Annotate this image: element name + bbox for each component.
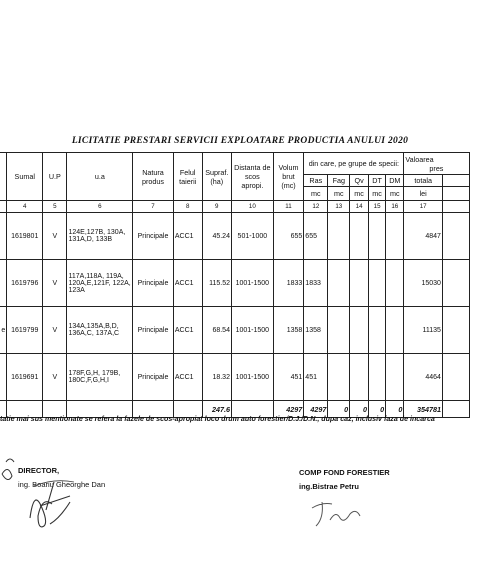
cell-extra — [442, 307, 469, 354]
cell-extra — [442, 260, 469, 307]
cell-dm — [386, 354, 404, 401]
col-number: 12 — [304, 201, 328, 213]
cell-dt — [369, 307, 386, 354]
cell-supraf: 115.52 — [202, 260, 231, 307]
cell-fag — [328, 213, 350, 260]
cell-natura: Principale — [133, 213, 174, 260]
header-unit-qv: mc — [350, 187, 369, 201]
cell-felul: ACC1 — [173, 213, 202, 260]
col-number: 10 — [231, 201, 273, 213]
col-number: 4 — [7, 201, 43, 213]
cell-felul: ACC1 — [173, 307, 202, 354]
table-row — [0, 213, 470, 260]
col-number: 6 — [67, 201, 133, 213]
document-title: LICITATIE PRESTARI SERVICII EXPLOATARE PRODUCTIA ANULUI 2020 — [71, 136, 409, 146]
bid-table — [0, 152, 470, 418]
total-fag: 0 — [328, 401, 350, 418]
cell-fag — [328, 307, 350, 354]
col-number-extra — [442, 201, 469, 213]
cell-felul: ACC1 — [173, 354, 202, 401]
cell-sumal: 1619801 — [7, 213, 43, 260]
header-up: U.P — [43, 153, 67, 201]
table-row — [0, 354, 470, 401]
col-number: 15 — [369, 201, 386, 213]
total-dt: 0 — [369, 401, 386, 418]
header-pres-label: pres — [429, 163, 444, 173]
cell-fag — [328, 354, 350, 401]
cell-supraf: 18.32 — [202, 354, 231, 401]
cell-valoare: 11135 — [404, 307, 443, 354]
header-species-dt: DT — [369, 175, 386, 187]
cell-up: V — [43, 213, 67, 260]
cell-distanta: 1001-1500 — [231, 354, 273, 401]
cell-ua: 117A,118A, 119A, 120A,E,121F, 122A, 123A — [67, 260, 133, 307]
cell-qv — [350, 307, 369, 354]
header-extra — [442, 175, 469, 187]
cell-valoare: 15030 — [404, 260, 443, 307]
cell-dm — [386, 307, 404, 354]
header-species-fag: Fag — [328, 175, 350, 187]
cell-qv — [350, 213, 369, 260]
table-row — [0, 260, 470, 307]
cell-dm — [386, 213, 404, 260]
col-number: 16 — [386, 201, 404, 213]
compartment-role: COMP FOND FORESTIER — [299, 468, 390, 477]
cell-volum: 1358 — [273, 307, 304, 354]
header-unit-lei: lei — [404, 187, 443, 201]
cell-supraf: 68.54 — [202, 307, 231, 354]
cell-qv — [350, 354, 369, 401]
row-lead — [0, 260, 7, 307]
header-totala: totala — [404, 175, 443, 187]
cell-natura: Principale — [133, 307, 174, 354]
header-volum: Volum brut (mc) — [273, 153, 304, 201]
header-species-dm: DM — [386, 175, 404, 187]
col-number: 11 — [273, 201, 304, 213]
cell-dm — [386, 260, 404, 307]
footnote: tatie mai sus mentionate se refera la fazele de scos-apropiat loco drum auto forestier/D.J./D.N., dupa caz, inclusiv faza de incarca — [0, 415, 435, 423]
total-valoare: 354781 — [404, 401, 443, 418]
col-number: 17 — [404, 201, 443, 213]
cell-felul: ACC1 — [173, 260, 202, 307]
cell-extra — [442, 354, 469, 401]
header-species-ras: Ras — [304, 175, 328, 187]
row-lead: e — [0, 307, 7, 354]
header-distanta: Distanta de scos apropi. — [231, 153, 273, 201]
col-number: 5 — [43, 201, 67, 213]
cell-up: V — [43, 354, 67, 401]
header-valoarea — [404, 153, 470, 175]
director-role: DIRECTOR, — [18, 466, 60, 475]
header-ua: u.a — [67, 153, 133, 201]
header-lead-cell — [0, 153, 7, 201]
col-number: 13 — [328, 201, 350, 213]
cell-natura: Principale — [133, 260, 174, 307]
cell-distanta: 1001-1500 — [231, 307, 273, 354]
row-lead — [0, 354, 7, 401]
compartment-signature — [310, 494, 400, 534]
cell-dt — [369, 260, 386, 307]
cell-ras: 451 — [304, 354, 328, 401]
col-number: 7 — [133, 201, 174, 213]
cell-ras: 1833 — [304, 260, 328, 307]
col-number-lead — [0, 201, 7, 213]
header-felul: Felul taierii — [173, 153, 202, 201]
cell-sumal: 1619691 — [7, 354, 43, 401]
header-unit-fag: mc — [328, 187, 350, 201]
total-qv: 0 — [350, 401, 369, 418]
cell-ua: 178F,G,H, 179B, 180C,F,G,H,I — [67, 354, 133, 401]
header-valoarea-label: Valoarea — [405, 154, 434, 164]
cell-volum: 1833 — [273, 260, 304, 307]
cell-volum: 655 — [273, 213, 304, 260]
header-unit-ras: mc — [304, 187, 328, 201]
cell-qv — [350, 260, 369, 307]
header-din-care: din care, pe grupe de specii: — [304, 153, 404, 175]
cell-ras: 1358 — [304, 307, 328, 354]
header-natura: Natura produs — [133, 153, 174, 201]
cell-supraf: 45.24 — [202, 213, 231, 260]
cell-dt — [369, 213, 386, 260]
cell-dt — [369, 354, 386, 401]
header-species-qv: Qv — [350, 175, 369, 187]
cell-valoare: 4847 — [404, 213, 443, 260]
col-number: 8 — [173, 201, 202, 213]
total-dm: 0 — [386, 401, 404, 418]
cell-sumal: 1619796 — [7, 260, 43, 307]
col-number: 14 — [350, 201, 369, 213]
table-row — [0, 307, 470, 354]
total-ras: 4297 — [304, 401, 328, 418]
compartment-name: ing.Bistrae Petru — [299, 482, 360, 491]
cell-natura: Principale — [133, 354, 174, 401]
cell-volum: 451 — [273, 354, 304, 401]
header-unit-extra — [442, 187, 469, 201]
cell-distanta: 501-1000 — [231, 213, 273, 260]
cell-up: V — [43, 260, 67, 307]
cell-up: V — [43, 307, 67, 354]
cell-distanta: 1001-1500 — [231, 260, 273, 307]
total-supraf: 247.6 — [202, 401, 231, 418]
cell-ua: 134A,135A,B,D, 136A,C, 137A,C — [67, 307, 133, 354]
cell-extra — [442, 213, 469, 260]
director-name: ing. Boariu Gheorghe Dan — [18, 480, 106, 489]
header-sumal: Sumal — [7, 153, 43, 201]
header-unit-dm: mc — [386, 187, 404, 201]
header-supraf: Supraf. (ha) — [202, 153, 231, 201]
col-number: 9 — [202, 201, 231, 213]
cell-ua: 124E,127B, 130A, 131A,D, 133B — [67, 213, 133, 260]
header-unit-dt: mc — [369, 187, 386, 201]
director-signature — [0, 458, 90, 534]
row-lead — [0, 213, 7, 260]
cell-sumal: 1619799 — [7, 307, 43, 354]
total-volum: 4297 — [273, 401, 304, 418]
cell-ras: 655 — [304, 213, 328, 260]
cell-fag — [328, 260, 350, 307]
cell-valoare: 4464 — [404, 354, 443, 401]
